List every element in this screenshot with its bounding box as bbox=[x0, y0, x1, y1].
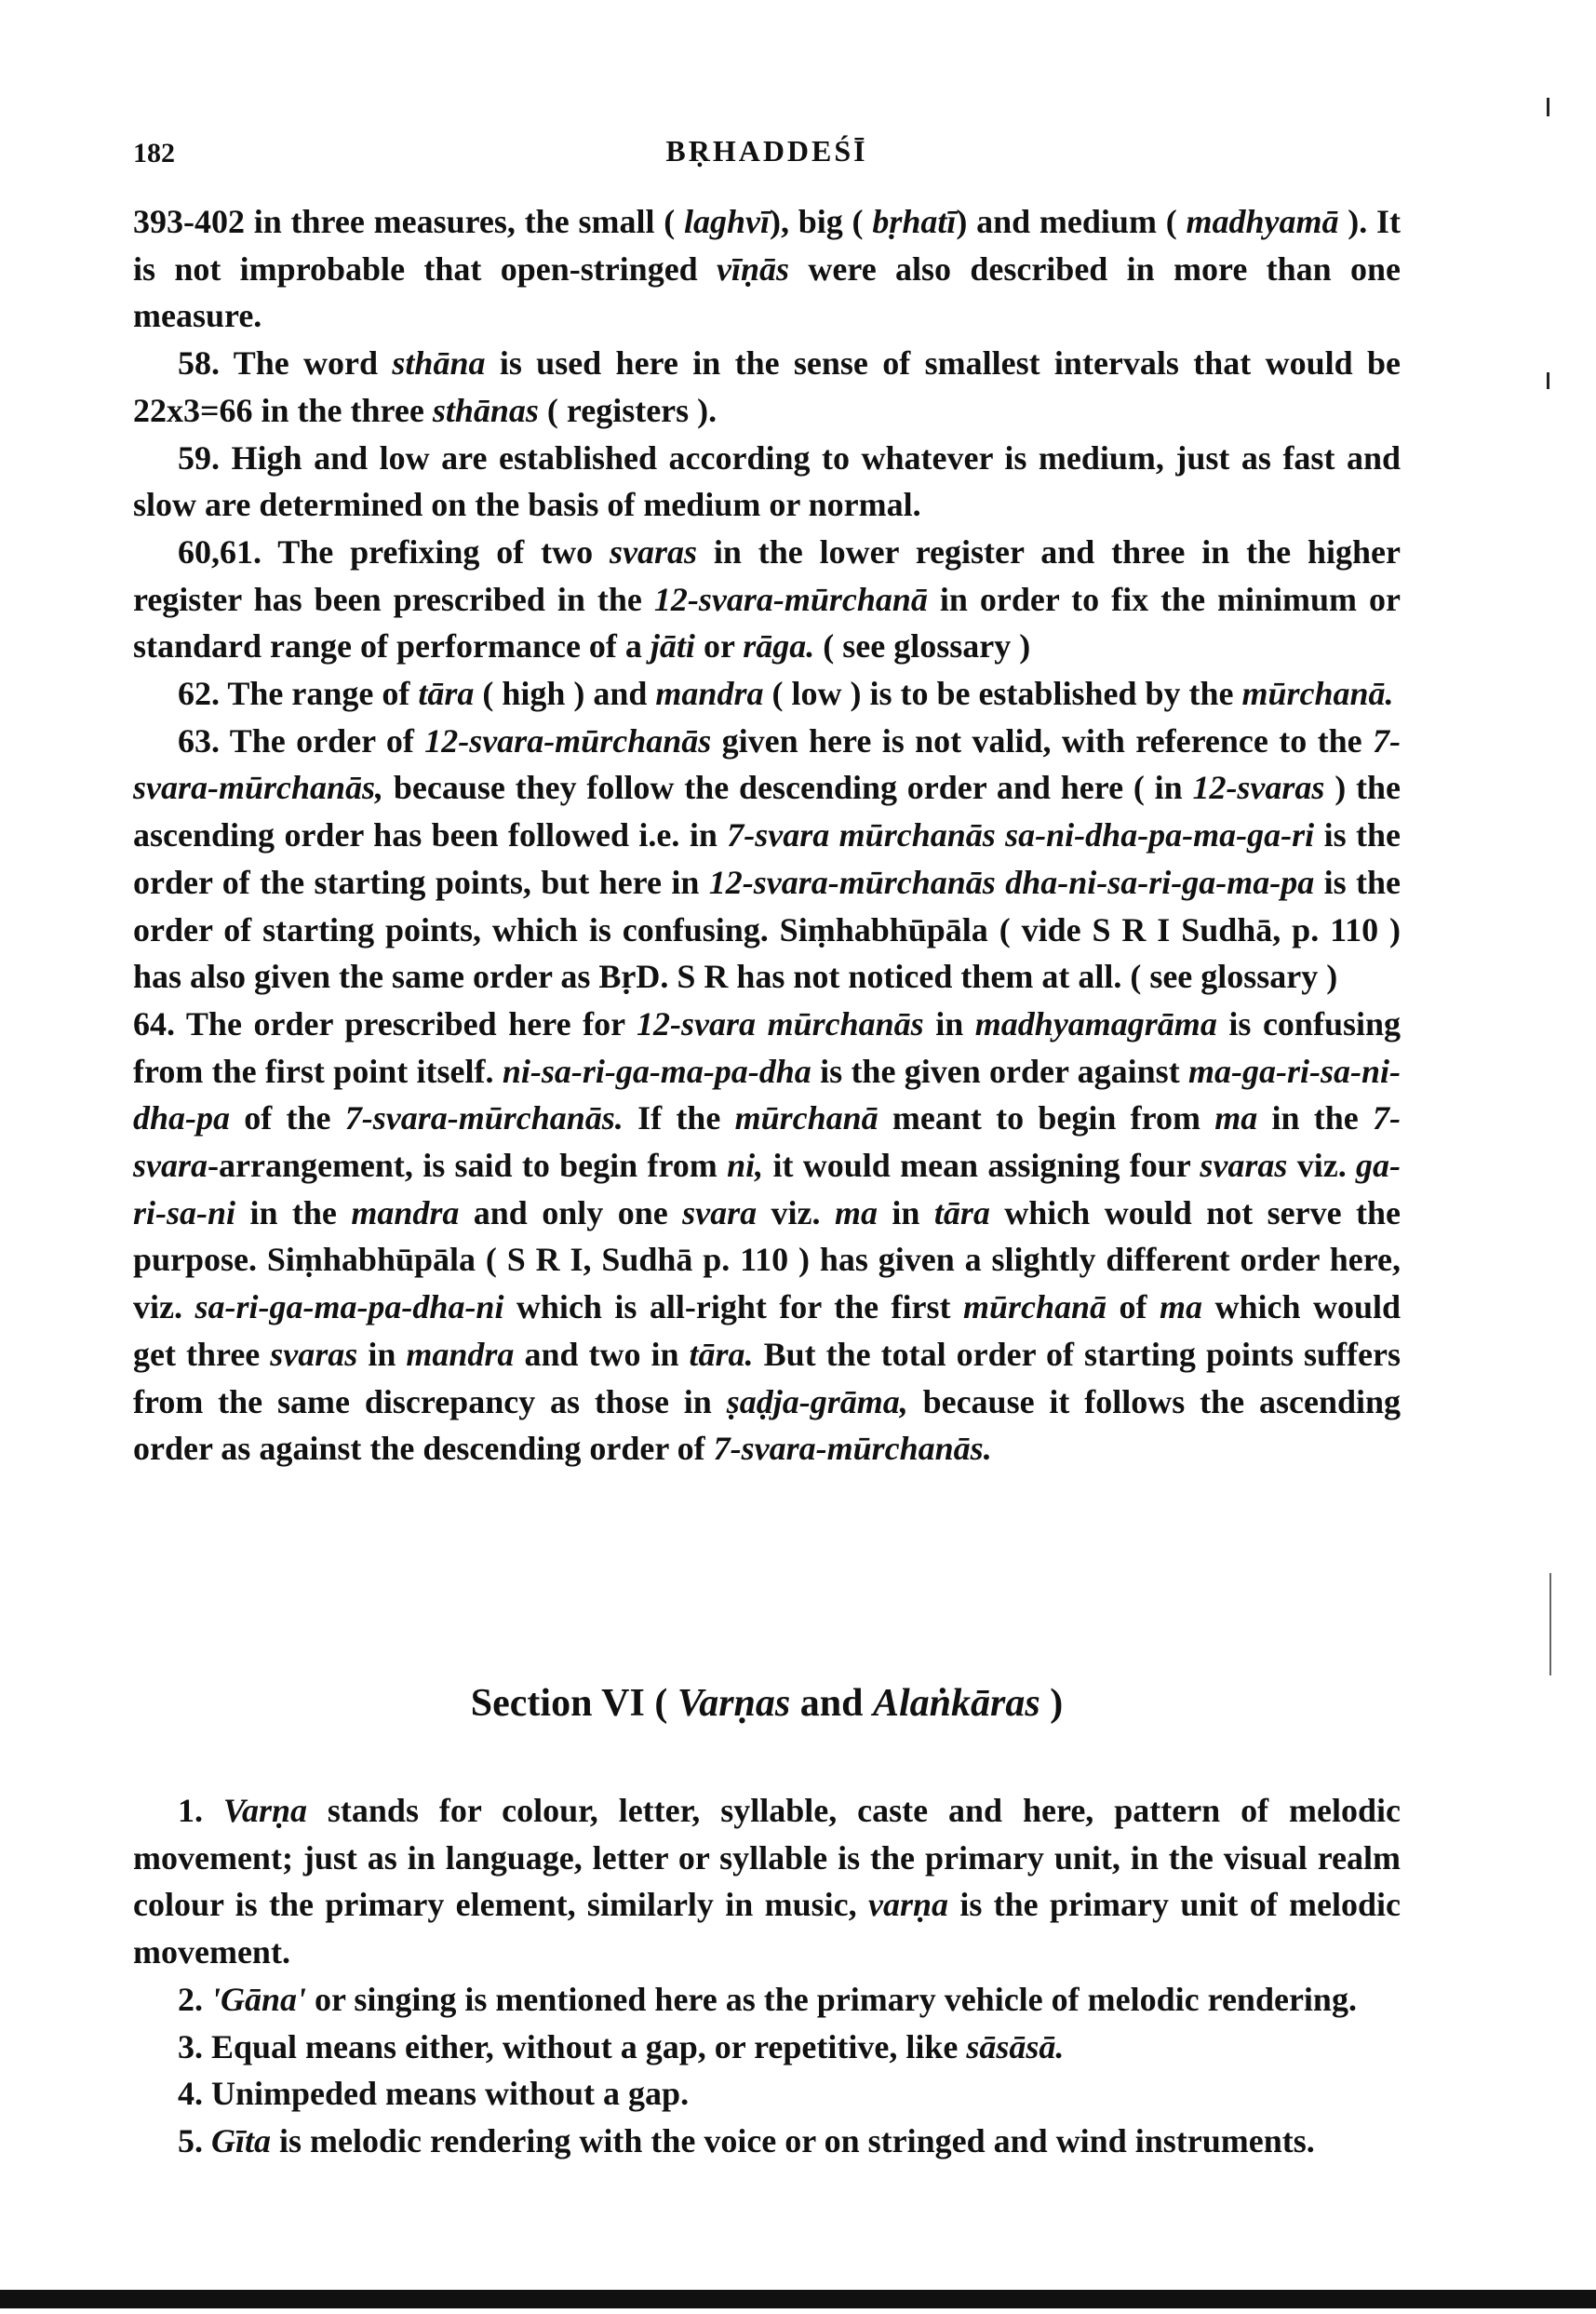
italic-term: tāra. bbox=[689, 1335, 754, 1373]
bottom-rule bbox=[0, 2290, 1596, 2308]
section-paragraph bbox=[133, 2118, 1401, 2165]
text-run: is the order of starting points, which is confusing. Siṃhabhūpāla ( vide S R I Sudhā, p. 110 ) has also given the same order as BṛD. S R has not noticed them at all. ( see glossary ) bbox=[133, 863, 1401, 996]
text-run: 58. The word bbox=[178, 344, 393, 383]
text-run: 64. The order prescribed here for bbox=[133, 1004, 637, 1043]
text-run: is the primary unit of melodic movement. bbox=[133, 1886, 1401, 1971]
italic-term: 12-svara-mūrchanās bbox=[424, 721, 712, 760]
text-run: and two in bbox=[514, 1335, 690, 1373]
italic-term: mandra bbox=[655, 675, 764, 713]
text-run: ) and medium ( bbox=[956, 203, 1187, 240]
text-run: given here is not valid, with reference to the bbox=[711, 721, 1374, 760]
italic-term: 7-svara-mūrchanās. bbox=[344, 1099, 624, 1137]
italic-term: tāra bbox=[933, 1193, 990, 1231]
italic-term: mūrchanā. bbox=[1241, 675, 1394, 713]
italic-term: bṛhatī bbox=[872, 203, 957, 240]
italic-term: ṣaḍja-grāma, bbox=[726, 1382, 908, 1420]
page-header bbox=[133, 130, 1401, 177]
note-paragraph bbox=[133, 340, 1401, 434]
text-run: in bbox=[877, 1193, 934, 1231]
italic-term: Varṇa bbox=[222, 1792, 307, 1829]
text-run: were also described in more than one measure. bbox=[133, 249, 1401, 335]
italic-term: sthānas bbox=[432, 391, 539, 429]
note-paragraph bbox=[133, 1001, 1401, 1473]
italic-term: sāsāsā. bbox=[966, 2027, 1065, 2065]
note-paragraph bbox=[133, 435, 1401, 529]
italic-term: 7-svara-mūrchanās, bbox=[133, 721, 1402, 807]
text-run: ( see glossary ) bbox=[814, 627, 1031, 666]
text-run: or bbox=[694, 627, 744, 666]
note-paragraph bbox=[133, 718, 1401, 1001]
running-title: BṚHADDEŚĪ bbox=[665, 134, 868, 168]
text-run: because it follows the ascending order as against the descending order of bbox=[133, 1382, 1402, 1468]
margin-mark bbox=[1547, 98, 1549, 116]
text-run: ). It is not improbable that open-stringed bbox=[133, 203, 1401, 288]
text-run: But the total order of starting points suffers from the same discrepancy as those in bbox=[133, 1335, 1401, 1420]
italic-term: ni, bbox=[727, 1147, 764, 1185]
italic-term: sa-ri-ga-ma-pa-dha-ni bbox=[194, 1288, 504, 1326]
text-run: and bbox=[790, 1682, 873, 1725]
italic-term: mūrchanā bbox=[963, 1288, 1107, 1326]
text-run: If the bbox=[623, 1099, 735, 1137]
italic-term: ma bbox=[1214, 1099, 1258, 1137]
text-run: 3. Equal means either, without a gap, or repetitive, like bbox=[178, 2027, 967, 2065]
text-run: stands for colour, letter, syllable, caste and here, pattern of melodic movement; just as in language, letter or syllable is the primary unit, in the visual realm colour is the primary element, similarly in music, bbox=[133, 1792, 1401, 1924]
text-run: 60,61. The prefixing of two bbox=[178, 532, 610, 571]
text-run: ( registers ). bbox=[538, 391, 718, 429]
text-run: is the order of the starting points, but here in bbox=[133, 816, 1402, 901]
text-run: ), big ( bbox=[770, 203, 873, 240]
text-run: in the bbox=[1257, 1099, 1373, 1137]
text-run: which is all-right for the first bbox=[503, 1288, 963, 1326]
text-run: it would mean assigning four bbox=[763, 1147, 1200, 1185]
section-paragraphs bbox=[133, 1787, 1401, 2165]
text-run: of bbox=[1106, 1288, 1160, 1326]
text-run: Section VI ( bbox=[470, 1682, 677, 1725]
note-paragraph bbox=[133, 198, 1401, 340]
italic-term: 7-svara mūrchanās sa-ni-dha-pa-ma-ga-ri bbox=[727, 816, 1315, 854]
italic-term: ga-ri-sa-ni bbox=[133, 1147, 1401, 1231]
text-run: is melodic rendering with the voice or on stringed and wind instruments. bbox=[271, 2121, 1315, 2159]
italic-term: svara bbox=[682, 1193, 758, 1231]
section-paragraph bbox=[133, 2024, 1401, 2071]
text-run: ) bbox=[1039, 1682, 1064, 1725]
text-run: is used here in the sense of smallest intervals that would be 22x3=66 in the three bbox=[133, 344, 1401, 429]
italic-term: ma-ga-ri-sa-ni-dha-pa bbox=[133, 1052, 1401, 1137]
text-run: ( low ) is to be established by the bbox=[763, 675, 1242, 713]
text-run: 1. bbox=[178, 1792, 223, 1829]
text-run: in bbox=[357, 1335, 407, 1373]
text-run: 5. bbox=[178, 2121, 211, 2159]
section-heading bbox=[133, 1675, 1401, 1731]
text-run: 62. The range of bbox=[178, 675, 419, 713]
italic-term: laghvī bbox=[683, 203, 770, 240]
text-run: of the bbox=[230, 1099, 345, 1137]
section-paragraph bbox=[133, 2070, 1401, 2118]
italic-term: Gīta bbox=[211, 2121, 272, 2159]
italic-term: sthāna bbox=[392, 344, 486, 383]
text-run: in order to fix the minimum or standard range of performance of a bbox=[133, 580, 1401, 666]
italic-term: mūrchanā bbox=[734, 1099, 878, 1137]
text-run: meant to begin from bbox=[878, 1099, 1215, 1137]
text-run: because they follow the descending order and here ( in bbox=[383, 769, 1193, 807]
text-run: in the lower register and three in the higher register has been prescribed in the bbox=[133, 532, 1401, 618]
text-run: -arrangement, is said to begin from bbox=[208, 1147, 728, 1185]
italic-term: 12-svara-mūrchanā bbox=[653, 580, 928, 618]
text-run: 59. High and low are established according to whatever is medium, just as fast and slow are determined on the basis of medium or normal. bbox=[133, 438, 1401, 524]
italic-term: varṇa bbox=[867, 1886, 948, 1924]
text-run: in bbox=[923, 1004, 975, 1043]
text-run: viz. bbox=[757, 1193, 835, 1231]
italic-term: 12-svara-mūrchanās dha-ni-sa-ri-ga-ma-pa bbox=[708, 863, 1315, 901]
page-number: 182 bbox=[133, 138, 175, 168]
text-run: or singing is mentioned here as the primary vehicle of melodic rendering. bbox=[306, 1980, 1357, 2018]
text-run: which would get three bbox=[133, 1288, 1401, 1373]
text-run: 63. The order of bbox=[178, 721, 425, 760]
section-paragraph bbox=[133, 1787, 1401, 1976]
text-run: ( high ) and bbox=[474, 675, 656, 713]
margin-mark bbox=[1549, 1573, 1551, 1675]
italic-term: ni-sa-ri-ga-ma-pa-dha bbox=[502, 1052, 811, 1090]
text-run: 2. bbox=[178, 1980, 211, 2018]
italic-term: 7-svara-mūrchanās. bbox=[713, 1430, 992, 1468]
italic-term: madhyamā bbox=[1186, 203, 1339, 240]
italic-term: 'Gāna' bbox=[211, 1980, 307, 2018]
text-run: and only one bbox=[459, 1193, 683, 1231]
text-run: in the bbox=[235, 1193, 352, 1231]
italic-term: mandra bbox=[406, 1335, 515, 1373]
notes-block bbox=[133, 198, 1401, 1473]
note-paragraph bbox=[133, 529, 1401, 670]
italic-term: mandra bbox=[351, 1193, 460, 1231]
text-run: ) the ascending order has been followed i.e. in bbox=[133, 769, 1401, 854]
italic-term: jāti bbox=[650, 627, 695, 666]
italic-term: Varṇas bbox=[677, 1682, 791, 1725]
section-paragraph bbox=[133, 1976, 1401, 2024]
margin-mark bbox=[1547, 372, 1549, 389]
italic-term: ma bbox=[834, 1193, 878, 1231]
italic-term: 7-svara bbox=[133, 1099, 1401, 1185]
text-run: viz. bbox=[1287, 1147, 1356, 1185]
italic-term: 12-svaras bbox=[1192, 769, 1325, 807]
italic-term: madhyamagrāma bbox=[974, 1004, 1217, 1043]
text-run: is the given order against bbox=[811, 1052, 1188, 1090]
italic-term: ma bbox=[1159, 1288, 1202, 1326]
italic-term: svaras bbox=[609, 532, 697, 571]
text-run: 4. Unimpeded means without a gap. bbox=[178, 2075, 690, 2113]
text-run: is confusing from the first point itself. bbox=[133, 1004, 1401, 1090]
italic-term: 12-svara mūrchanās bbox=[637, 1004, 924, 1043]
italic-term: svaras bbox=[270, 1335, 358, 1373]
text-run: 393-402 in three measures, the small ( bbox=[133, 203, 684, 240]
note-paragraph bbox=[133, 670, 1401, 718]
italic-term: rāga. bbox=[743, 627, 815, 666]
text-run: which would not serve the purpose. Siṃhabhūpāla ( S R I, Sudhā p. 110 ) has given a slightly different order here, viz. bbox=[133, 1193, 1401, 1326]
italic-term: Alaṅkāras bbox=[872, 1682, 1040, 1725]
italic-term: tāra bbox=[418, 675, 475, 713]
italic-term: vīṇās bbox=[717, 249, 790, 288]
italic-term: svaras bbox=[1200, 1147, 1288, 1185]
